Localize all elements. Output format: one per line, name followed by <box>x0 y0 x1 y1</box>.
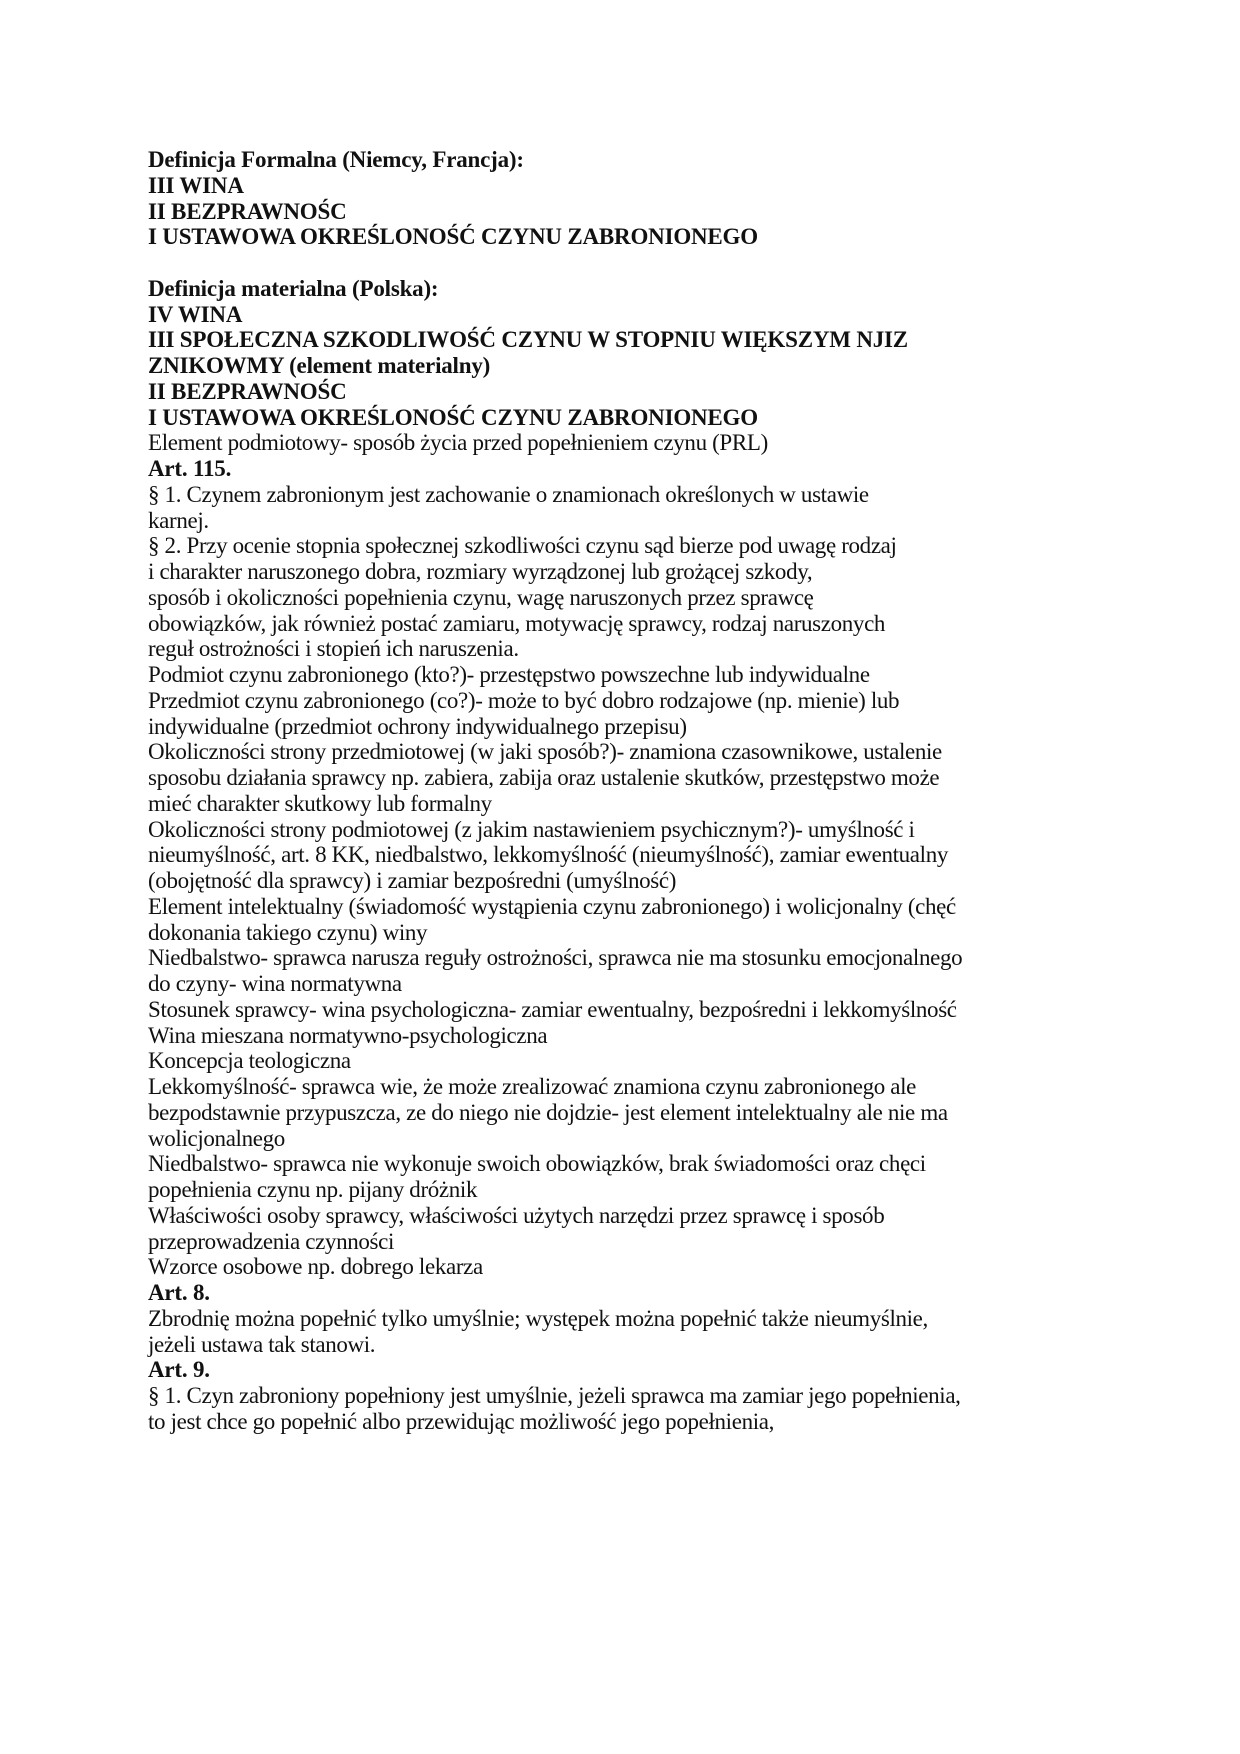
formal-definition-heading: Definicja Formalna (Niemcy, Francja): <box>148 147 524 172</box>
art-115-par1-line: § 1. Czynem zabronionym jest zachowanie o znamionach określonych w ustawie <box>148 481 869 507</box>
material-item-ustawowa: I USTAWOWA OKREŚLONOŚĆ CZYNU ZABRONIONEGO <box>148 404 758 430</box>
element-podmiotowy-note: Element podmiotowy- sposób życia przed popełnieniem czynu (PRL) <box>148 430 768 456</box>
note-line: do czyny- wina normatywna <box>148 971 402 996</box>
znikowmy-text: ZNIKOWMY <box>148 353 284 378</box>
material-item-wina: IV WINA <box>148 301 243 327</box>
element-materialny-text: (element materialny) <box>283 353 491 378</box>
material-item-znikowmy <box>148 353 1088 379</box>
material-item-bezprawnosc: II BEZPRAWNOŚC <box>148 378 347 404</box>
note-line: Podmiot czynu zabronionego (kto?)- przestępstwo powszechne lub indywidualne <box>148 662 870 687</box>
note-line: Właściwości osoby sprawcy, właściwości użytych narzędzi przez sprawcę i sposób <box>148 1202 885 1228</box>
formal-item-wina: III WINA <box>148 172 244 198</box>
art-115-par2-line: sposób i okoliczności popełnienia czynu, wagę naruszonych przez sprawcę <box>148 584 814 610</box>
art-9-line: § 1. Czyn zabroniony popełniony jest umyślnie, jeżeli sprawca ma zamiar jego popełnienia, <box>148 1383 961 1408</box>
formal-item-bezprawnosc: II BEZPRAWNOŚC <box>148 198 347 224</box>
document-body <box>148 147 1088 1435</box>
note-line: Element intelektualny (świadomość wystąpienia czynu zabronionego) i wolicjonalny (chęć <box>148 893 956 919</box>
art-8-title: Art. 8. <box>148 1280 210 1305</box>
art-115-par1-line: karnej. <box>148 507 209 533</box>
note-line: Okoliczności strony podmiotowej (z jakim nastawieniem psychicznym?)- umyślność i <box>148 816 915 842</box>
note-line: Wina mieszana normatywno-psychologiczna <box>148 1022 548 1048</box>
note-line: (obojętność dla sprawcy) i zamiar bezpośredni (umyślność) <box>148 868 677 893</box>
note-line: dokonania takiego czynu) winy <box>148 919 428 945</box>
art-115-par2-line: obowiązków, jak również postać zamiaru, motywację sprawcy, rodzaj naruszonych <box>148 610 886 636</box>
note-line: Okoliczności strony przedmiotowej (w jaki sposób?)- znamiona czasownikowe, ustalenie <box>148 739 942 765</box>
material-definition-heading: Definicja materialna (Polska): <box>148 275 439 301</box>
spacer <box>148 250 1088 276</box>
note-line: mieć charakter skutkowy lub formalny <box>148 790 492 816</box>
art-115-par2-line: i charakter naruszonego dobra, rozmiary wyrządzonej lub grożącej szkody, <box>148 559 813 584</box>
note-line: indywidualne (przedmiot ochrony indywidualnego przepisu) <box>148 713 687 739</box>
formal-item-ustawowa: I USTAWOWA OKREŚLONOŚĆ CZYNU ZABRONIONEGO <box>148 224 758 250</box>
art-115-title: Art. 115. <box>148 456 232 481</box>
art-9-title: Art. 9. <box>148 1357 210 1383</box>
note-line: Lekkomyślność- sprawca wie, że może zrealizować znamiona czynu zabronionego ale <box>148 1074 917 1099</box>
material-item-szkodliwosc: III SPOŁECZNA SZKODLIWOŚĆ CZYNU W STOPNIU WIĘKSZYM NJIZ <box>148 327 908 353</box>
note-line: Przedmiot czynu zabronionego (co?)- może to być dobro rodzajowe (np. mienie) lub <box>148 687 900 713</box>
note-line: Koncepcja teologiczna <box>148 1048 351 1074</box>
art-8-line: Zbrodnię można popełnić tylko umyślnie; występek można popełnić także nieumyślnie, <box>148 1305 928 1331</box>
art-9-line: to jest chce go popełnić albo przewidując możliwość jego popełnienia, <box>148 1408 775 1434</box>
art-115-par2-line: § 2. Przy ocenie stopnia społecznej szkodliwości czynu sąd bierze pod uwagę rodzaj <box>148 533 897 559</box>
note-line: sposobu działania sprawcy np. zabiera, zabija oraz ustalenie skutków, przestępstwo może <box>148 765 940 790</box>
art-115-par2-line: reguł ostrożności i stopień ich naruszenia. <box>148 636 519 662</box>
note-line: Niedbalstwo- sprawca narusza reguły ostrożności, sprawca nie ma stosunku emocjonalnego <box>148 945 963 971</box>
note-line: bezpodstawnie przypuszcza, ze do niego nie dojdzie- jest element intelektualny ale nie ma <box>148 1099 948 1125</box>
note-line: Wzorce osobowe np. dobrego lekarza <box>148 1254 483 1280</box>
note-line: popełnienia czynu np. pijany dróżnik <box>148 1177 478 1202</box>
art-8-line: jeżeli ustawa tak stanowi. <box>148 1331 376 1357</box>
note-line: wolicjonalnego <box>148 1125 285 1151</box>
note-line: nieumyślność, art. 8 KK, niedbalstwo, lekkomyślność (nieumyślność), zamiar ewentualny <box>148 842 948 868</box>
note-line: przeprowadzenia czynności <box>148 1228 395 1254</box>
note-line: Stosunek sprawcy- wina psychologiczna- zamiar ewentualny, bezpośredni i lekkomyślność <box>148 996 957 1022</box>
note-line: Niedbalstwo- sprawca nie wykonuje swoich obowiązków, brak świadomości oraz chęci <box>148 1151 926 1177</box>
